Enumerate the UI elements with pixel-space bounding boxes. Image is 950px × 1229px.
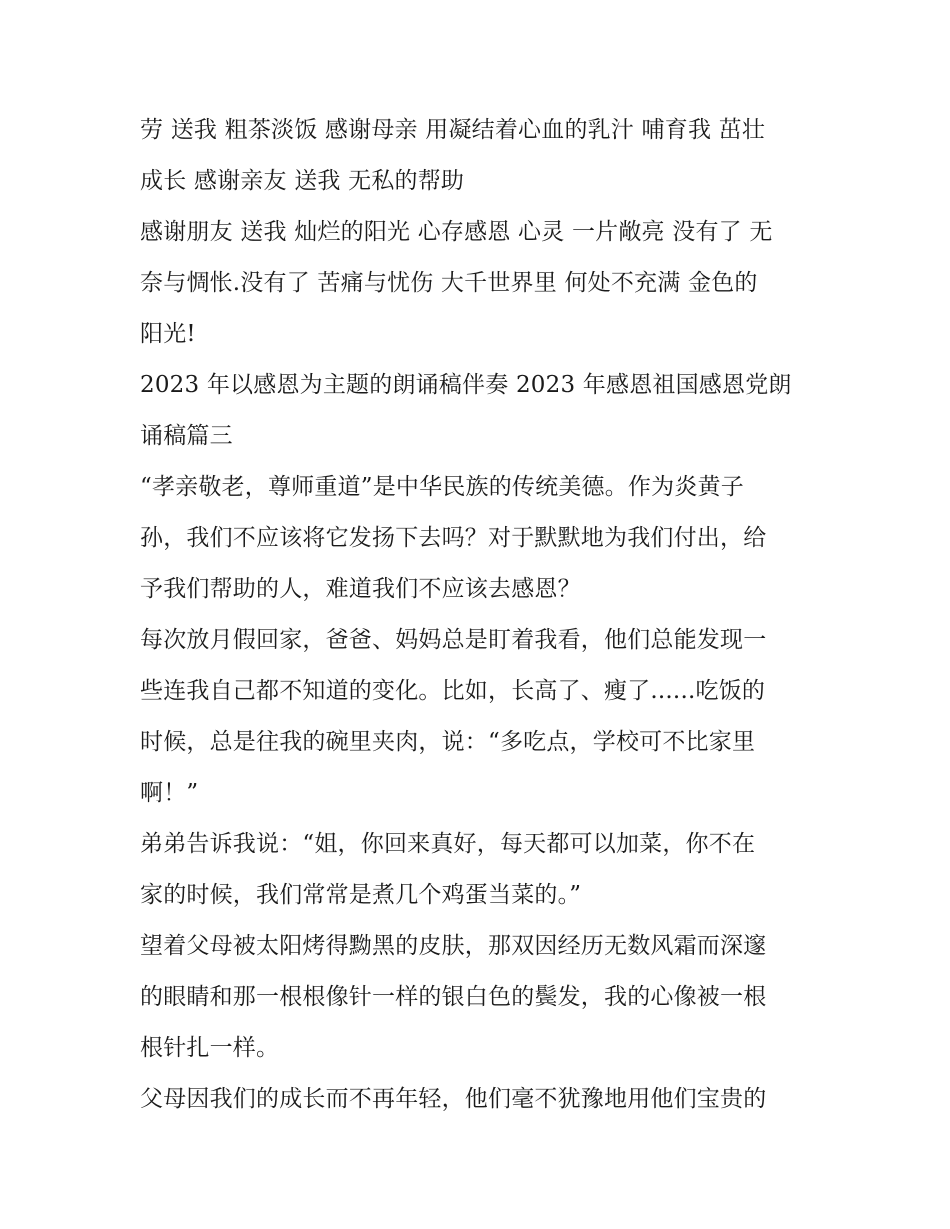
paragraph-7 xyxy=(140,1074,820,1125)
heading-line: 2023 年以感恩为主题的朗诵稿伴奏 2023 年感恩祖国感恩党朗 xyxy=(140,372,792,398)
text-line: 阳光! xyxy=(140,321,196,347)
paragraph-5 xyxy=(140,819,820,921)
text-line: 劳 送我 粗茶淡饭 感谢母亲 用凝结着心血的乳汁 哺育我 茁壮 xyxy=(140,117,766,143)
heading-line: 诵稿篇三 xyxy=(140,423,233,449)
paragraph-3 xyxy=(140,462,820,615)
paragraph-1 xyxy=(140,105,820,207)
text-line: 成长 感谢亲友 送我 无私的帮助 xyxy=(140,168,465,194)
text-line: 弟弟告诉我说：“姐，你回来真好，每天都可以加菜，你不在 xyxy=(140,831,756,857)
text-line: 根针扎一样。 xyxy=(140,1035,280,1061)
text-line: “孝亲敬老，尊师重道”是中华民族的传统美德。作为炎黄子 xyxy=(140,474,744,500)
text-line: 家的时候，我们常常是煮几个鸡蛋当菜的。” xyxy=(140,882,582,908)
text-line: 感谢朋友 送我 灿烂的阳光 心存感恩 心灵 一片敞亮 没有了 无 xyxy=(140,219,773,245)
text-line: 啊！” xyxy=(140,780,199,806)
text-line: 孙，我们不应该将它发扬下去吗？对于默默地为我们付出，给 xyxy=(140,525,767,551)
text-line: 时候，总是往我的碗里夹肉，说：“多吃点，学校可不比家里 xyxy=(140,729,756,755)
text-line: 父母因我们的成长而不再年轻，他们毫不犹豫地用他们宝贵的 xyxy=(140,1086,767,1112)
text-line: 奈与惆怅.没有了 苦痛与忧伤 大千世界里 何处不充满 金色的 xyxy=(140,270,758,296)
text-line: 些连我自己都不知道的变化。比如，长高了、瘦了......吃饭的 xyxy=(140,678,766,704)
paragraph-6 xyxy=(140,921,820,1074)
text-line: 予我们帮助的人，难道我们不应该去感恩？ xyxy=(140,576,581,602)
paragraph-2 xyxy=(140,207,820,360)
text-line: 每次放月假回家，爸爸、妈妈总是盯着我看，他们总能发现一 xyxy=(140,627,767,653)
section-heading xyxy=(140,360,820,462)
document-body xyxy=(140,105,820,1125)
text-line: 的眼睛和那一根根像针一样的银白色的鬓发，我的心像被一根 xyxy=(140,984,767,1010)
text-line: 望着父母被太阳烤得黝黑的皮肤，那双因经历无数风霜而深邃 xyxy=(140,933,767,959)
paragraph-4 xyxy=(140,615,820,819)
